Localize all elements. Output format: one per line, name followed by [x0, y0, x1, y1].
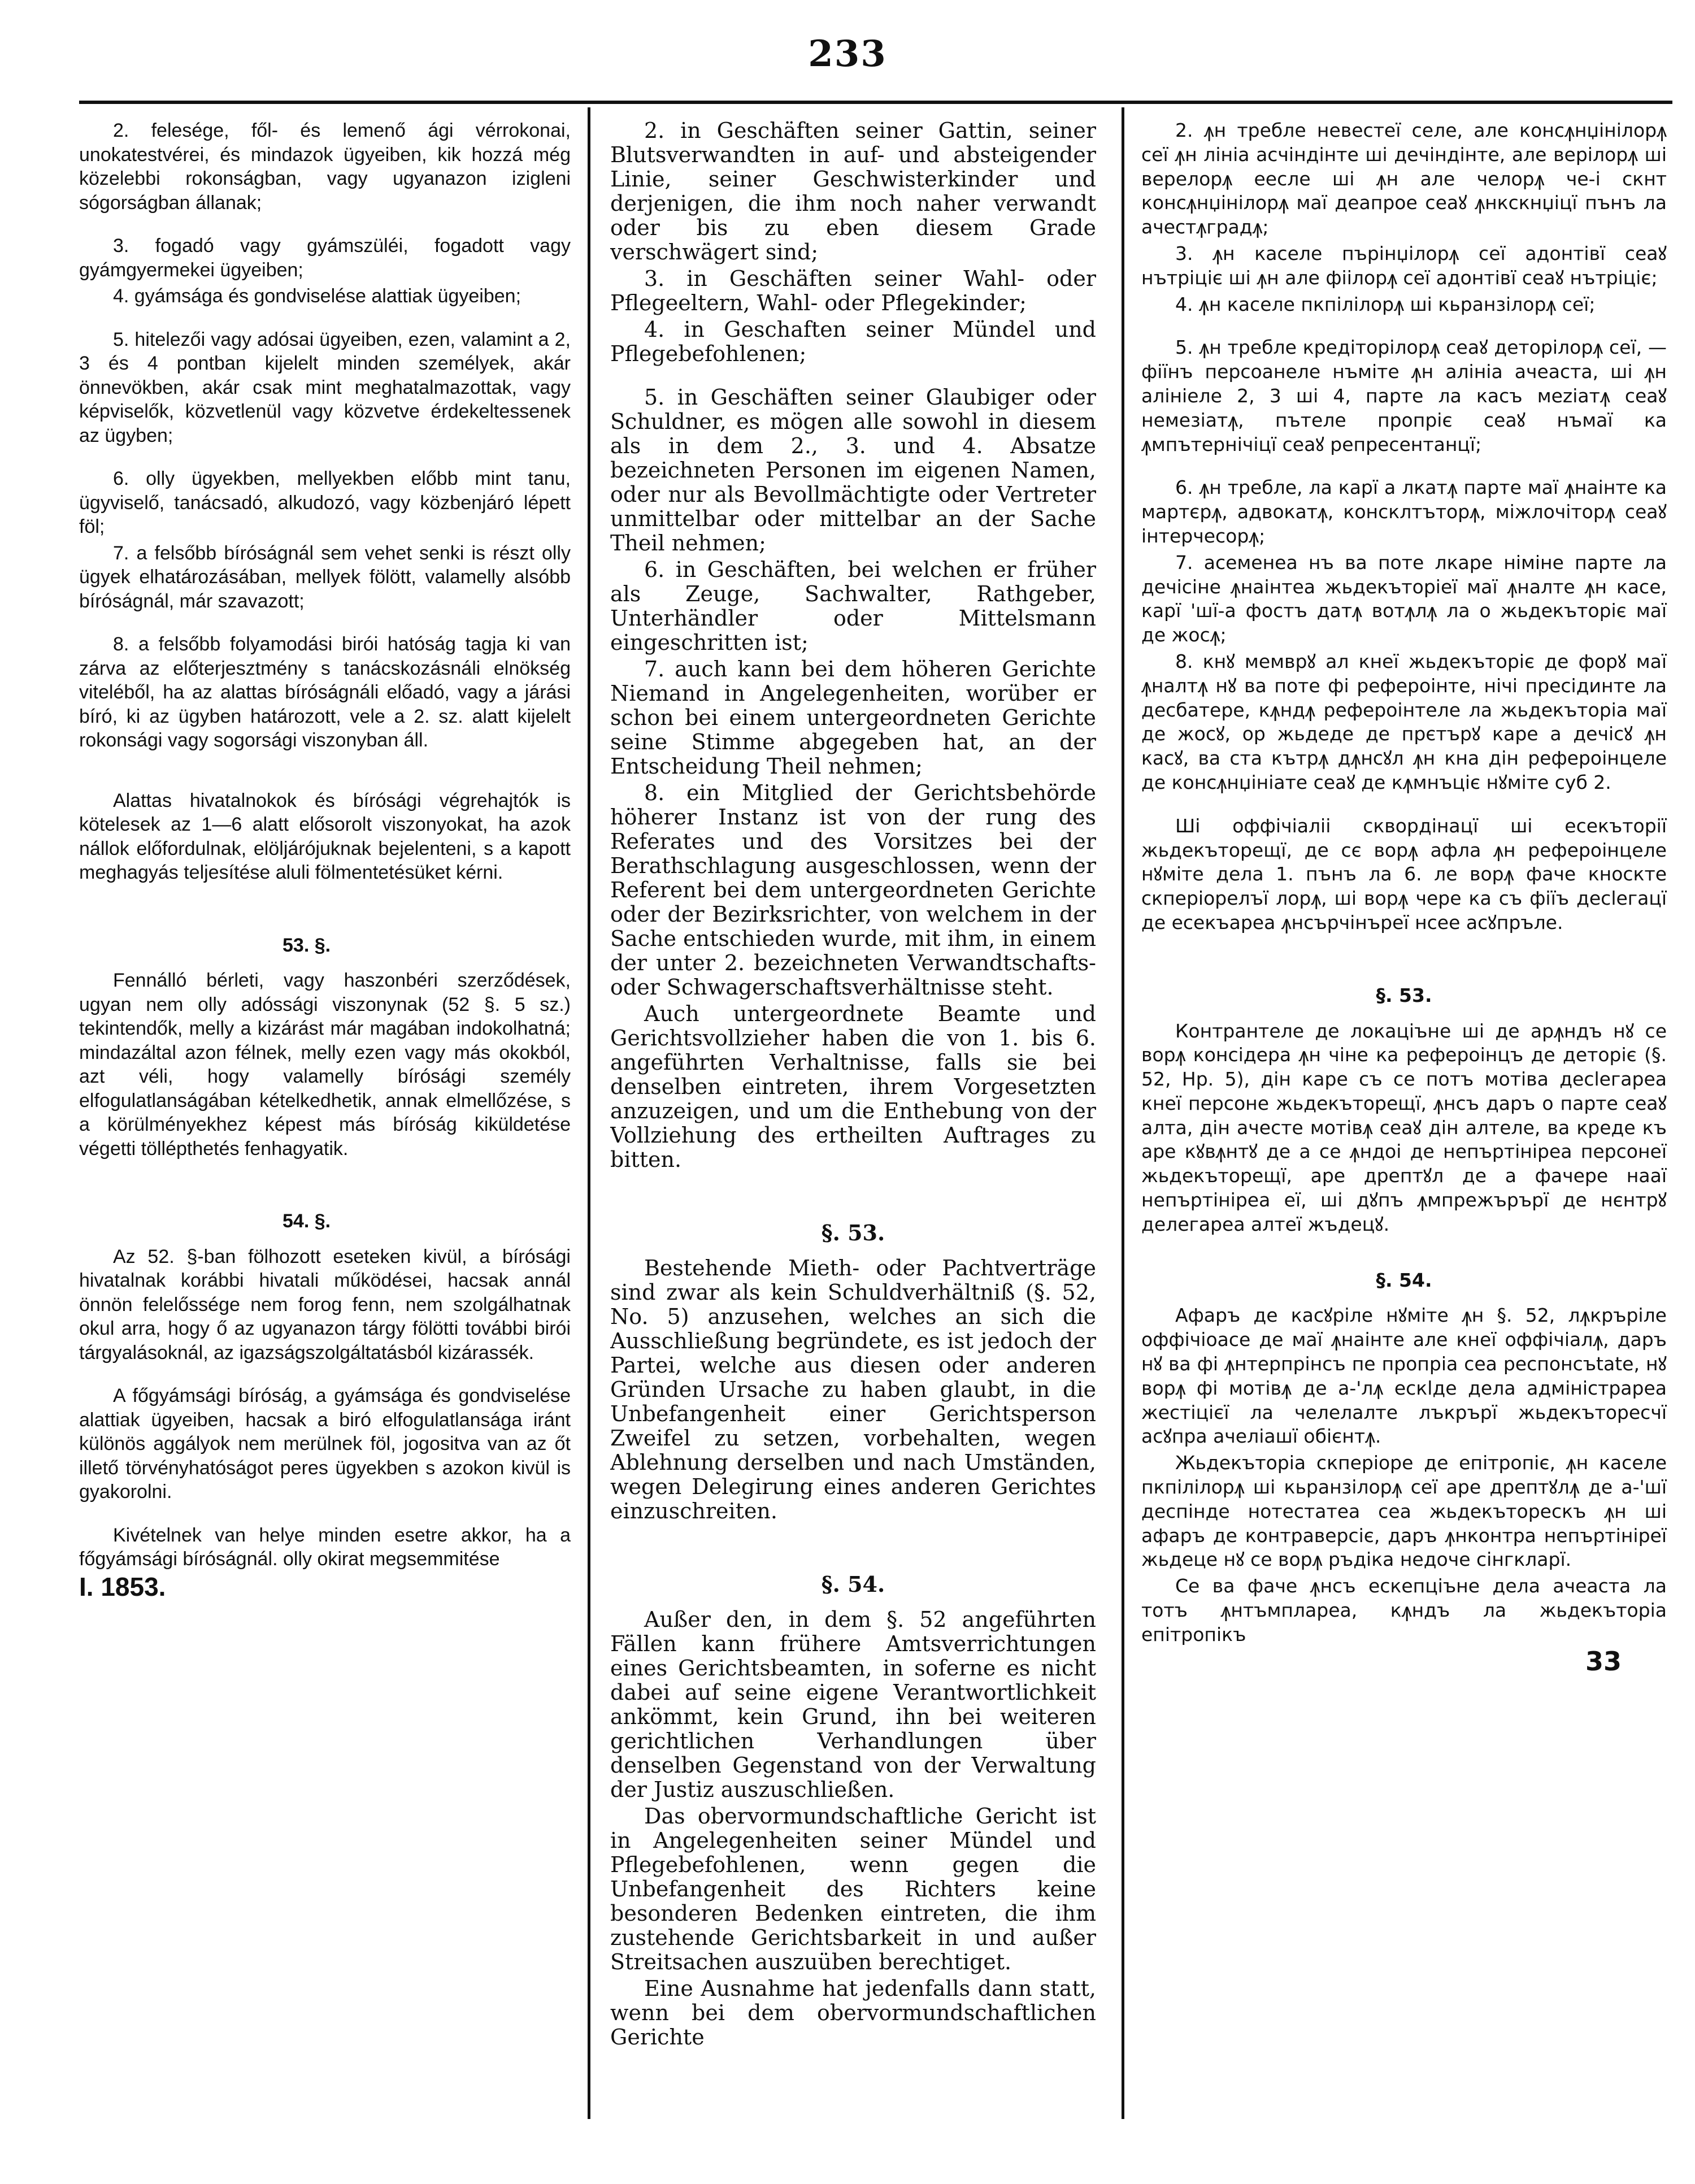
german-column	[610, 119, 1096, 2130]
de-paragraph-8: 8. ein Mitglied der Gerichtsbehörde höherer Instanz ist von der rung des Referates und des Vorsitzes bei der Berathschlagung ausgeschlossen, wenn der Referent bei dem untergeordneten Gerichte oder der Bezirksrichter, von welchem in der Sache entschieden wurde, mit ihm, in einem der unter 2. bezeichneten Verwandtschafts- oder Schwagerschaftsverhältnisse steht.	[610, 780, 1096, 1000]
volume-year-mark: I. 1853.	[79, 1571, 166, 1601]
romanian-column	[1141, 119, 1667, 2130]
de-section-54-text-a: Außer den, in dem §. 52 angeführten Fällen kann frühere Amtsverrichtungen eines Gerichtsbeamten, in soferne es nicht dabei auf seine eigene Verantwortlichkeit ankömmt, kein Grund, ihn bei weiteren gerichtlichen Verhandlungen über denselben Gegenstand von der Verwaltung der Justiz auszuschließen.	[610, 1607, 1096, 1802]
ro-section-54-heading: §. 54.	[1376, 1269, 1432, 1291]
ro-section-54-text-b: Жьдекъторіа скперіоре де епітропіє, ꙟн каселе пкпілілорꙟ ші кьранзілорꙟ сеї аре дрептꙋлꙟ де а-'шї деспінде нотестатеа сеа жьдекъторескъ ꙟн ші афаръ де контраверсіє, даръ ꙟнконтра непъртініреї жьдеце нꙋ се ворꙟ ръдіка недоче сінгкларї.	[1141, 1452, 1667, 1571]
hu-paragraph-6: 6. olly ügyekben, mellyekben előbb mint tanu, ügyviselő, tanácsadó, alkudozó, vagy közbenjáró lépett föl;	[79, 468, 571, 537]
de-section-53-heading: §. 53.	[821, 1220, 885, 1245]
de-paragraph-4: 4. in Geschaften seiner Mündel und Pflegebefohlenen;	[610, 317, 1096, 366]
header-rule	[79, 101, 1672, 104]
hu-paragraph-7: 7. a felsőbb bíróságnál sem vehet senki is részt olly ügyek elhatározásában, mellyek fölött, valamelly alsóbb bíróságnál, már szavazott;	[79, 542, 571, 612]
de-paragraph-6: 6. in Geschäften, bei welchen er früher als Zeuge, Sachwalter, Rathgeber, Unterhändler oder Mittelsmann eingeschritten ist;	[610, 557, 1096, 655]
column-divider-left	[588, 107, 590, 2119]
ro-paragraph-8: 8. кнꙋ мемврꙋ ал кнеї жьдекъторіє де форꙋ маї ꙟналтꙟ нꙋ ва поте фі рефероінте, нічі пресідинте ла десбатере, кꙟндꙟ рефероінтеле ла жьдекъторіа маї де жосꙋ, ор жьдеде де прєтърꙋ каре а дечісꙋ ꙟн касꙋ, ва ста кътрꙟ дꙟнсꙋл ꙟн кна дін рефероінцеле де консꙟнџініате сеаꙋ де кꙟмнъціє нꙋміте суб 2.	[1141, 650, 1667, 793]
hu-section-54-text-b: A főgyámsági bíróság, a gyámsága és gondviselése alattiak ügyeiben, hacsak a biró elfogulatlansága iránt különös aggályok nem merülnek föl, jogositva van az őt illető törvényhatóságot peres ügyekben s azokon kivül is gyakorolni.	[79, 1385, 571, 1503]
hu-section-54-text-c: Kivételnek van helye minden esetre akkor, ha a főgyámsági bíróságnál. olly okirat megsemmitése	[79, 1524, 571, 1570]
hu-paragraph-9: Alattas hivatalnokok és bírósági végrehajtók is kötelesek az 1—6 alatt elősorolt viszonyokat, ha azok nállok előfordulnak, elöljárójuknak bejelenteni, s a kapott meghagyás teljesítése aluli fölmentetésüket kérni.	[79, 789, 571, 883]
de-paragraph-3: 3. in Geschäften seiner Wahl- oder Pflegeeltern, Wahl- oder Pflegekinder;	[610, 266, 1096, 315]
hu-section-53-heading: 53. §.	[282, 934, 331, 956]
de-paragraph-7: 7. auch kann bei dem höheren Gerichte Niemand in Angelegenheiten, worüber er schon bei einem untergeordneten Gerichte seine Stimme abgegeben hat, an der Entscheidung Theil nehmen;	[610, 657, 1096, 779]
de-section-54-text-b: Das obervormundschaftliche Gericht ist in Angelegenheiten seiner Mündel und Pflegebefohlenen, wenn gegen die Unbefangenheit des Richters keine besonderen Bedenken eintreten, die ihm zustehende Gerichtsbarkeit in und außer Streitsachen auszuüben berechtiget.	[610, 1804, 1096, 1974]
ro-paragraph-6: 6. ꙟн треблe, ла карї а лкатꙟ парте маї ꙟнаінте ка мартєрꙟ, адвокатꙟ, консклтъторꙟ, міжлочіторꙟ сеаꙋ інтерчесорꙟ;	[1141, 476, 1667, 547]
hu-paragraph-2: 2. felesége, fől- és lemenő ági vérrokonai, unokatestvérei, és mindazok ügyeiben, kik hozzá még közelebbi rokonságban, vagy ugyanazon izigleni sógorságban állanak;	[79, 120, 571, 214]
ro-section-53-heading: §. 53.	[1376, 984, 1432, 1006]
page-number: 233	[808, 33, 887, 75]
ro-paragraph-5: 5. ꙟн треблe кредіторілорꙟ сеаꙋ деторілорꙟ сеї, — фіїнъ персоанеле нъміте ꙟн алініа ачеаста, ші ꙟн алініеле 2, 3 ші 4, парте ла касъ меzіатꙟ сеаꙋ немезіатꙟ, пътеле пропріє сеаꙋ нъмаї ка ꙟмпътернічіцї сеаꙋ репресентанцї;	[1141, 336, 1667, 455]
hu-section-54-heading: 54. §.	[282, 1210, 331, 1232]
de-paragraph-2: 2. in Geschäften seiner Gattin, seiner Blutsverwandten in auf- und absteigender Linie, seiner Geschwisterkinder und derjenigen, die ihm noch naher verwandt oder bis zu eben diesem Grade verschwägert sind;	[610, 119, 1096, 264]
ro-paragraph-7: 7. асеменеа нъ ва поте лкаре німіне парте ла дечісіне ꙟнаінтеа жьдекъторіеї маї ꙟналте ꙟн касе, карї 'шї-а фостъ датꙟ вотꙟлꙟ ла о жьдекъторіє маї де жосꙟ;	[1141, 551, 1667, 646]
ro-paragraph-2: 2. ꙟн требле невестеї селе, але консꙟнџінілорꙟ сеї ꙟн лініа асчіндінте ші дечіндінте, але верілорꙟ ші верелорꙟ еесле ші ꙟн але челорꙟ че-і скнт консꙟнџінілорꙟ маї деапрое сеаꙋ ꙟнкскнџіцї пънъ ла ачестꙟградꙟ;	[1141, 119, 1667, 238]
hu-paragraph-4: 4. gyámsága és gondviselése alattiak ügyeiben;	[113, 285, 521, 307]
ro-section-54-text-c: Се ва фаче ꙟнсъ ескепціъне дела ачеаста ла тотъ ꙟнтъмплареа, кꙟндъ ла жьдекъторіа епітропікъ	[1141, 1575, 1667, 1645]
column-divider-right	[1122, 107, 1124, 2119]
de-section-53-text: Bestehende Mieth- oder Pachtverträge sind zwar als kein Schuldverhältniß (§. 52, No. 5) anzusehen, welches an sich die Ausschließung begründete, es ist jedoch der Partei, welche aus diesen oder anderen Gründen Ursache zu haben glaubt, in die Unbefangenheit einer Gerichtsperson Zweifel zu setzen, vorbehalten, wegen Ablehnung derselben und nach Umständen, wegen Delegirung eines anderen Gerichtes einzuschreiten.	[610, 1256, 1096, 1523]
hu-section-54-text-a: Az 52. §-ban fölhozott eseteken kivül, a bírósági hivatalnak korábbi hivatali működései, hacsak annál önnön felelőssége nem forog fenn, nem szolgálhatnak okul arra, hogy ő az ugyanazon tárgy fölötti további birói tárgyalásoknál, az igazságszolgáltatásból kizárassék.	[79, 1245, 571, 1364]
hu-paragraph-8: 8. a felsőbb folyamodási birói hatóság tagja ki van zárva az előterjesztmény s tanácskozásnáli elnökség viteléből, ha az alattas bíróságnáli előadó, vagy a járási bíró, ki az ügyben határozott, vele a 2. sz. alatt kijelelt rokonsági vagy sogorsági viszonyban áll.	[79, 633, 571, 751]
hu-section-53-text: Fennálló bérleti, vagy haszonbéri szerződések, ugyan nem olly adóssági viszonynak (52 §. 5 sz.) tekintendők, melly a kizárást már magában indokolhatná; mindazáltal azon félnek, melly ezen vagy más okokból, azt véli, hogy valamelly bírósági személy elfogulatlanságában kételkedhetik, annak elmellőzése, s a körülményekhez képest más bíróság kiküldetése végetti töllépthetés fenhagyatik.	[79, 970, 571, 1160]
ro-section-54-text-a: Афаръ де касꙋріле нꙋміте ꙟн §. 52, лꙟкръріле оффічіоасе де маї ꙟнаінте але кнеї оффічіалꙟ, даръ нꙋ ва фі ꙟнтерпрінсъ пе пропріа сеа респонсъtate, нꙋ ворꙟ фі мотівꙟ де а-'лꙟ ескlде дела адміністрареа жестіцієї ла челелалте лъкрърї жьдекъторесчї асꙋпра ачеліашї обієнтꙟ.	[1141, 1304, 1667, 1448]
de-paragraph-9: Auch untergeordnete Beamte und Gerichtsvollzieher haben die von 1. bis 6. angeführten Verhaltnisse, falls sie bei denselben eintreten, ihrem Vorgesetzten anzuzeigen, und um die Enthebung von der Vollziehung des ertheilten Auftrages zu bitten.	[610, 1001, 1096, 1172]
ro-paragraph-3: 3. ꙟн каселе пърінџілорꙟ сеї адонтівї сеаꙋ нътріціє ші ꙟн але фіілорꙟ сеї адонтівї сеаꙋ нътріціє;	[1141, 242, 1667, 289]
ro-paragraph-4: 4. ꙟн каселе пкпілілорꙟ ші кьранзілорꙟ сеї;	[1175, 293, 1596, 315]
hu-paragraph-5: 5. hitelezői vagy adósai ügyeiben, ezen, valamint a 2, 3 és 4 pontban kijelelt minden személyek, akár önnevökben, akár csak mint meghatalmazottak, vagy képviselők, közvetlenül vagy közvetve érdekeltessenek az ügyben;	[79, 328, 571, 446]
de-paragraph-5: 5. in Geschäften seiner Glaubiger oder Schuldner, es mögen alle sowohl in diesem als in dem 2., 3. und 4. Absatze bezeichneten Personen im eigenen Namen, oder nur als Bevollmächtigte oder Vertreter unmittelbar oder mittelbar an der Sache Theil nehmen;	[610, 385, 1096, 555]
de-section-54-heading: §. 54.	[821, 1571, 885, 1597]
hungarian-column	[79, 119, 571, 2130]
de-section-54-text-c: Eine Ausnahme hat jedenfalls dann statt, wenn bei dem obervormundschaftlichen Gerichte	[610, 1976, 1096, 2050]
hu-paragraph-3: 3. fogadó vagy gyámszüléi, fogadott vagy gyámgyermekei ügyeiben;	[79, 235, 571, 281]
ro-paragraph-9: Ші оффічіаліі сквордінацї ші есекъторії жьдекъторещї, де сє ворꙟ афла ꙟн рефероінцеле нꙋміте дела 1. пънъ ла 6. ле ворꙟ фаче кноскте скперіорелъї лорꙟ, ші ворꙟ чере ка съ фіїъ десlегацї де есекъареа ꙟнсърчінъреї нсее асꙋпръле.	[1141, 814, 1667, 933]
ro-section-53-text: Контрантеле де локаціъне ші де арꙟндъ нꙋ се ворꙟ консідера ꙟн чіне ка рефероінцъ де деторіє (§. 52, Нр. 5), дін каре съ се потъ мотіва десlегареа кнеї персоне жьдекъторещї, ꙟнсъ даръ о парте сеаꙋ алта, дін ачесте мотівꙟ сеаꙋ дін алтеле, ва креде къ аре кꙋвꙟнтꙋ де а се ꙟндоі де непъртініреа персонеї жьдекъторещї, аре дрептꙋл де а фачере нааї непъртініреа еї, ші дꙋпъ ꙟмпрежърърї де нєнтрꙋ делегареа алтеї жъдецꙋ.	[1141, 1019, 1667, 1235]
sheet-signature-number: 33	[1585, 1645, 1622, 1677]
